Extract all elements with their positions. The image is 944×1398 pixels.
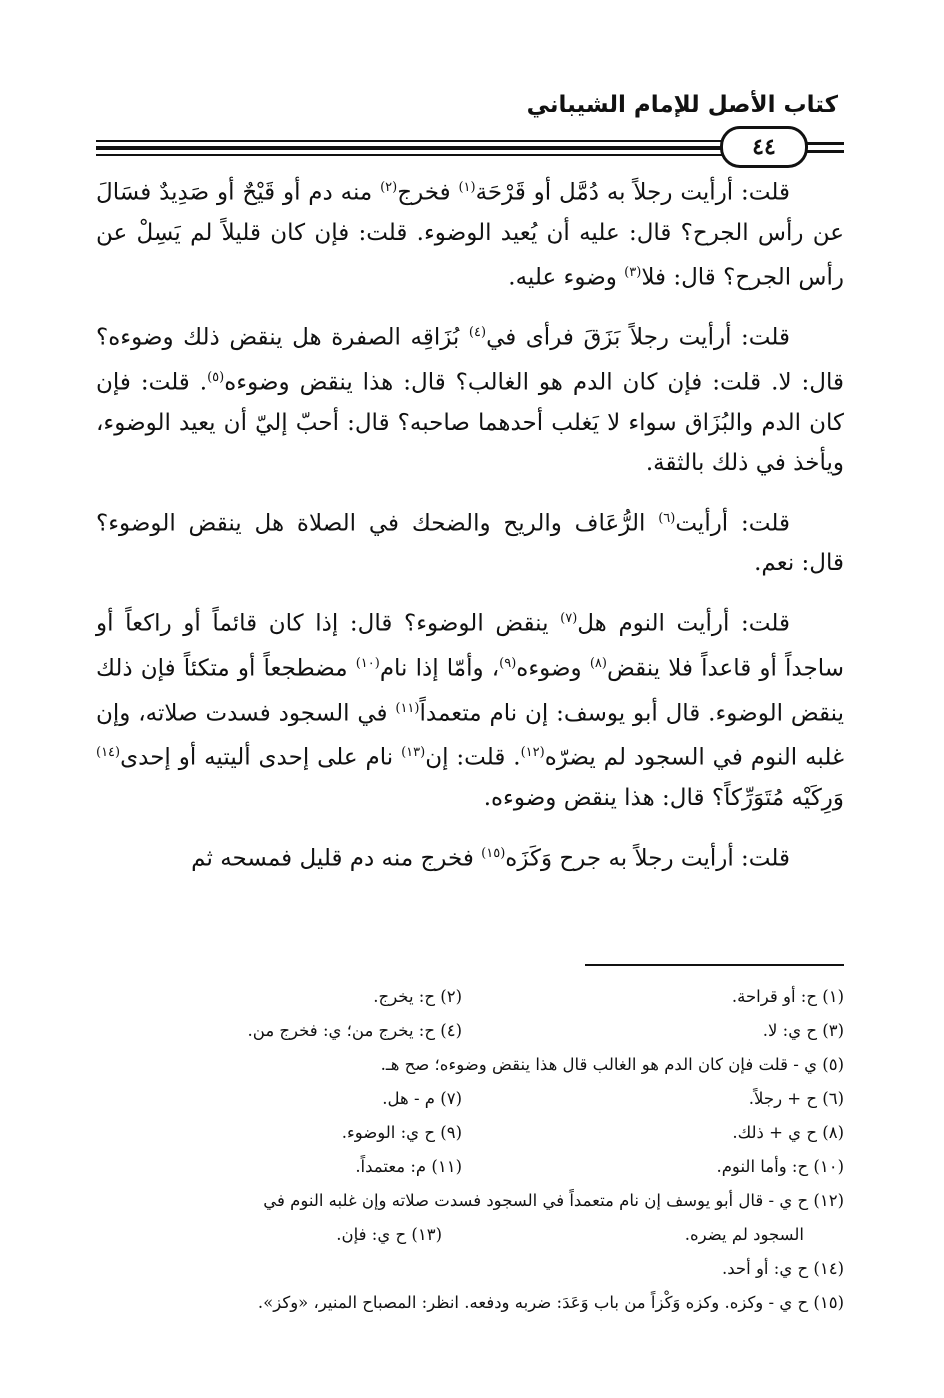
paragraph: قلت: أرأيت النوم هل$^{(٧)}$ ينقض الوضوء؟ قال: إذا كان قائماً أو راكعاً أو ساجداً أو قاعداً فلا ينقض$^{(٨)}$ وضوءه$^{(٩)}$، وأمّا إذا نام$^{(١٠)}$ مضطجعاً أو متكئاً فإن ذلك ينقض الوضوء. قال أبو يوسف: إن نام متعمداً$^{(١١)}$ في السجود فسدت صلاته، وإن غلبه النوم في السجود لم يضرّه$^{(١٢)}$. قلت: إن$^{(١٣)}$ نام على إحدى أليتيه أو إحدى$^{(١٤)}$ وَرِكَيْه مُتَوَرِّكاً؟ قال: هذا ينقض وضوءه. <box>96 610 845 811</box>
footnote: (١٠) ح: وأما النوم. <box>716 1157 844 1176</box>
paragraph: قلت: أرأيت رجلاً بَزَقَ فرأى في$^{(٤)}$ بُزَاقِه الصفرة هل ينقض ذلك وضوءه؟ قال: لا. قلت: فإن كان الدم هو الغالب؟ قال: هذا ينقض وضوءه$^{(٥)}$. قلت: فإن كان الدم والبُزَاق سواء لا يَغلب أحدهما صاحبه؟ قال: أحبّ إليّ أن يعيد الوضوء، ويأخذ في ذلك بالثقة. <box>96 324 844 476</box>
footnote: (٩) ح ي: الوضوء. <box>341 1123 462 1142</box>
footnote: (١٣) ح ي: فإن. <box>336 1225 442 1244</box>
main-text <box>96 168 844 895</box>
header-rule <box>804 142 844 145</box>
footnote: (٥) ي - قلت فإن كان الدم هو الغالب قال هذا ينقض وضوءه؛ صح هـ. <box>380 1055 844 1074</box>
footnote: (١١) م: معتمداً. <box>355 1157 462 1176</box>
paragraph: قلت: أرأيت$^{(٦)}$ الرُّعَاف والريح والضحك في الصلاة هل ينقض الوضوء؟ قال: نعم. <box>96 510 844 577</box>
footnote: (٦) ح + رجلاً. <box>748 1089 844 1108</box>
page-header <box>96 86 844 164</box>
footnote: (٧) م - هل. <box>382 1089 462 1108</box>
footnotes <box>80 980 844 1320</box>
footnote: السجود لم يضره. <box>684 1225 804 1244</box>
footnote: (٣) ح ي: لا. <box>762 1021 844 1040</box>
header-rule <box>96 146 746 150</box>
header-rule <box>96 154 746 156</box>
footnote: (٢) ح: يخرج. <box>373 987 462 1006</box>
footnote-separator <box>585 964 844 966</box>
page-number: ٤٤ <box>720 126 808 168</box>
header-rule <box>804 150 844 153</box>
footnote: (٨) ح ي + ذلك. <box>732 1123 844 1142</box>
footnote: (١) ح: أو قراحة. <box>731 987 844 1006</box>
paragraph: قلت: أرأيت رجلاً به دُمَّل أو قَرْحَة$^{(١)}$ فخرج$^{(٢)}$ منه دم أو قَيْحٌ أو صَدِيدٌ فسَالَ عن رأس الجرح؟ قال: عليه أن يُعيد الوضوء. قلت: فإن كان قليلاً لم يَسِلْ عن رأس الجرح؟ قال: فلا$^{(٣)}$ وضوء عليه. <box>96 179 844 291</box>
footnote: (١٥) ح ي - وكزه. وكزه وَكْزاً من باب وَعَدَ: ضربه ودفعه. انظر: المصباح المنير، «وكز». <box>257 1293 844 1312</box>
footnote: (١٤) ح ي: أو أحد. <box>722 1259 844 1278</box>
paragraph: قلت: أرأيت رجلاً به جرح وَكَزَه$^{(١٥)}$ فخرج منه دم قليل فمسحه ثم <box>191 845 790 872</box>
running-title: كتاب الأصل للإمام الشيباني <box>526 92 838 118</box>
header-rule <box>96 140 746 142</box>
footnote: (١٢) ح ي - قال أبو يوسف إن نام متعمداً في السجود فسدت صلاته وإن غلبه النوم في <box>263 1191 844 1210</box>
footnote: (٤) ح: يخرج من؛ ي: فخرج من. <box>247 1021 462 1040</box>
